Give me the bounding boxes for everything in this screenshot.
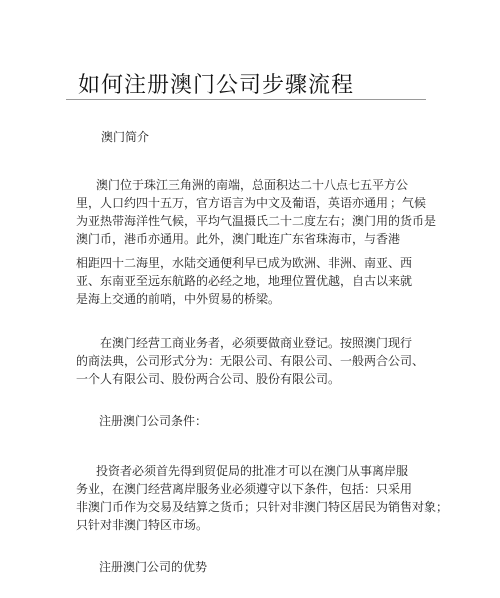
page-title: 如何注册澳门公司步骤流程 xyxy=(78,73,355,98)
section-heading-intro: 澳门简介 xyxy=(101,130,150,144)
intro-line-1: 澳门位于珠江三角洲的南端，总面积达二十八点七五平方公 xyxy=(96,178,409,192)
intro-line-5: 相距四十二海里，水陆交通便利早已成为欧洲、非洲、南亚、西 xyxy=(76,256,413,270)
title-divider xyxy=(66,99,426,100)
intro-line-6: 亚、东南亚至远东航路的必经之地，地理位置优越，自古以来就 xyxy=(76,274,413,288)
business-line-3: 一个人有限公司、股份两合公司、股份有限公司。 xyxy=(76,372,341,386)
intro-line-3: 为亚热带海洋性气候，平均气温摄氏二十二度左右；澳门用的货币是 xyxy=(76,214,437,228)
business-line-1: 在澳门经营工商业务者，必须要做商业登记。按照澳门现行 xyxy=(100,336,413,350)
section-heading-conditions: 注册澳门公司条件： xyxy=(99,414,208,428)
business-line-2: 的商法典，公司形式分为：无限公司、有限公司、一般两合公司、 xyxy=(76,354,425,368)
condition-line-1: 投资者必须首先得到贸促局的批准才可以在澳门从事离岸服 xyxy=(96,464,409,478)
condition-line-3: 非澳门币作为交易及结算之货币；只针对非澳门特区居民为销售对象； xyxy=(76,500,449,514)
condition-line-4: 只针对非澳门特区市场。 xyxy=(76,518,209,532)
section-heading-advantages: 注册澳门公司的优势 xyxy=(99,560,208,574)
intro-line-4: 澳门币，港币亦通用。此外，澳门毗连广东省珠海市，与香港 xyxy=(76,232,401,246)
intro-line-2: 里，人口约四十五万，官方语言为中文及葡语，英语亦通用 xyxy=(76,196,389,210)
intro-line-7: 是海上交通的前哨，中外贸易的桥梁。 xyxy=(76,292,281,306)
condition-line-2: 务业，在澳门经营离岸服务业必须遵守以下条件，包括：只采用 xyxy=(76,482,413,496)
intro-line-2b: ；气候 xyxy=(390,196,427,210)
